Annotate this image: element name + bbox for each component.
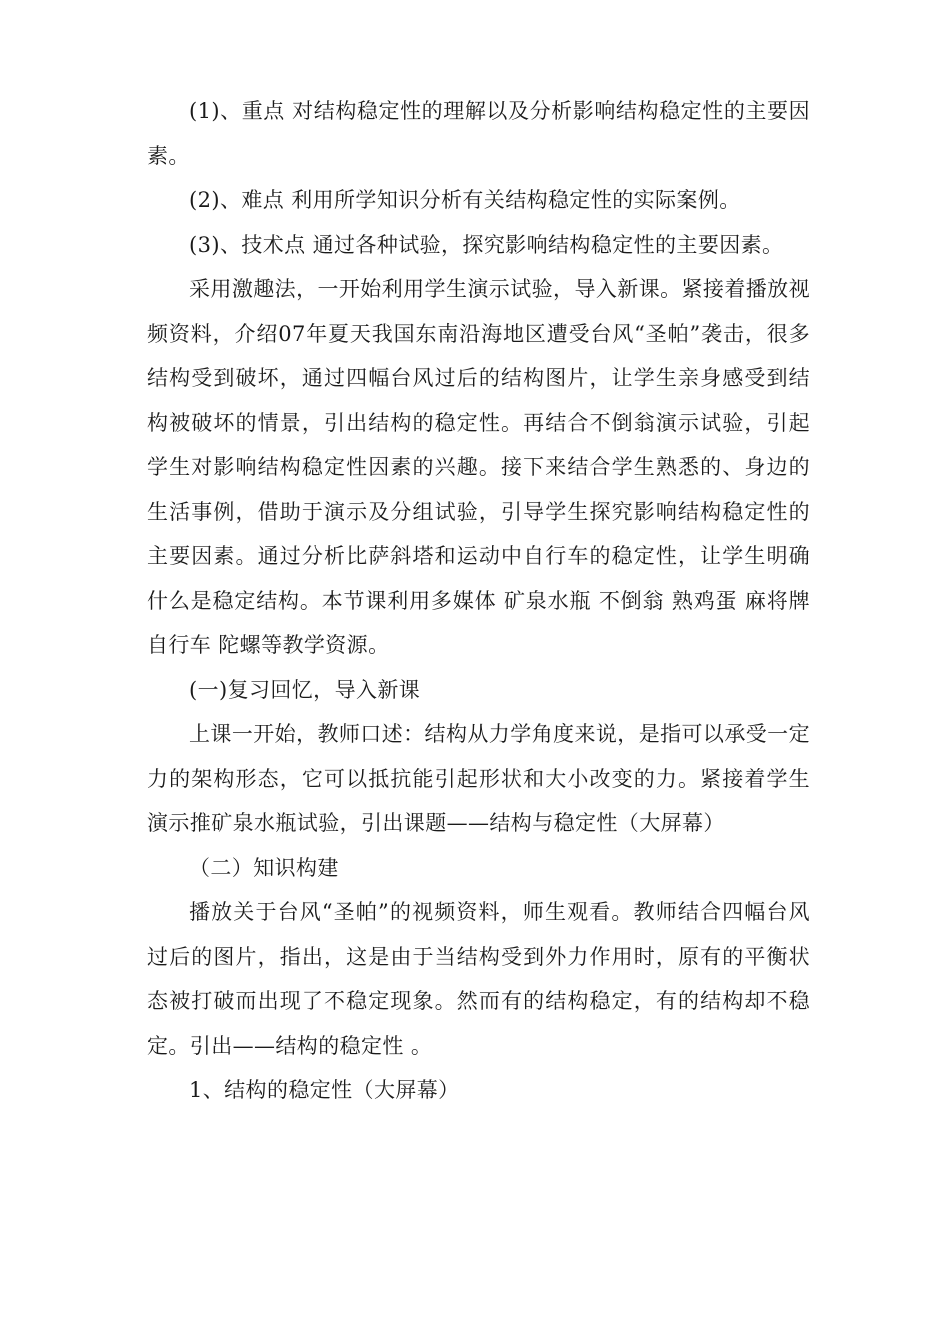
key-point-paragraph: (1)、重点 对结构稳定性的理解以及分析影响结构稳定性的主要因素。 xyxy=(147,99,810,168)
technical-point-paragraph: (3)、技术点 通过各种试验，探究影响结构稳定性的主要因素。 xyxy=(189,232,784,257)
section-heading-review: (一)复习回忆，导入新课 xyxy=(189,677,421,702)
typhoon-video-paragraph: 播放关于台风“圣帕”的视频资料，师生观看。教师结合四幅台风过后的图片，指出，这是由于当结构受到外力作用时，原有的平衡状态被打破而出现了不稳定现象。然而有的结构稳定，有的结构却不稳定。引出——结构的稳定性 。 xyxy=(147,900,810,1058)
teaching-method-paragraph: 采用激趣法，一开始利用学生演示试验，导入新课。紧接着播放视频资料，介绍07年夏天我国东南沿海地区遭受台风“圣帕”袭击，很多结构受到破坏，通过四幅台风过后的结构图片，让学生亲身感受到结构被破坏的情景，引出结构的稳定性。再结合不倒翁演示试验，引起学生对影响结构稳定性因素的兴趣。接下来结合学生熟悉的、身边的生活事例，借助于演示及分组试验，引导学生探究影响结构稳定性的主要因素。通过分析比萨斜塔和运动中自行车的稳定性，让学生明确什么是稳定结构。本节课利用多媒体 矿泉水瓶 不倒翁 熟鸡蛋 麻将牌 自行车 陀螺等教学资源。 xyxy=(147,277,810,657)
document-body xyxy=(147,89,810,1113)
subsection-heading-stability: 1、结构的稳定性（大屏幕） xyxy=(189,1078,460,1102)
difficulty-paragraph: (2)、难点 利用所学知识分析有关结构稳定性的实际案例。 xyxy=(189,188,741,212)
class-opening-paragraph: 上课一开始，教师口述：结构从力学角度来说，是指可以承受一定力的架构形态，它可以抵抗能引起形状和大小改变的力。紧接着学生演示推矿泉水瓶试验，引出课题——结构与稳定性（大屏幕） xyxy=(147,722,810,835)
section-heading-knowledge: （二）知识构建 xyxy=(189,855,339,880)
